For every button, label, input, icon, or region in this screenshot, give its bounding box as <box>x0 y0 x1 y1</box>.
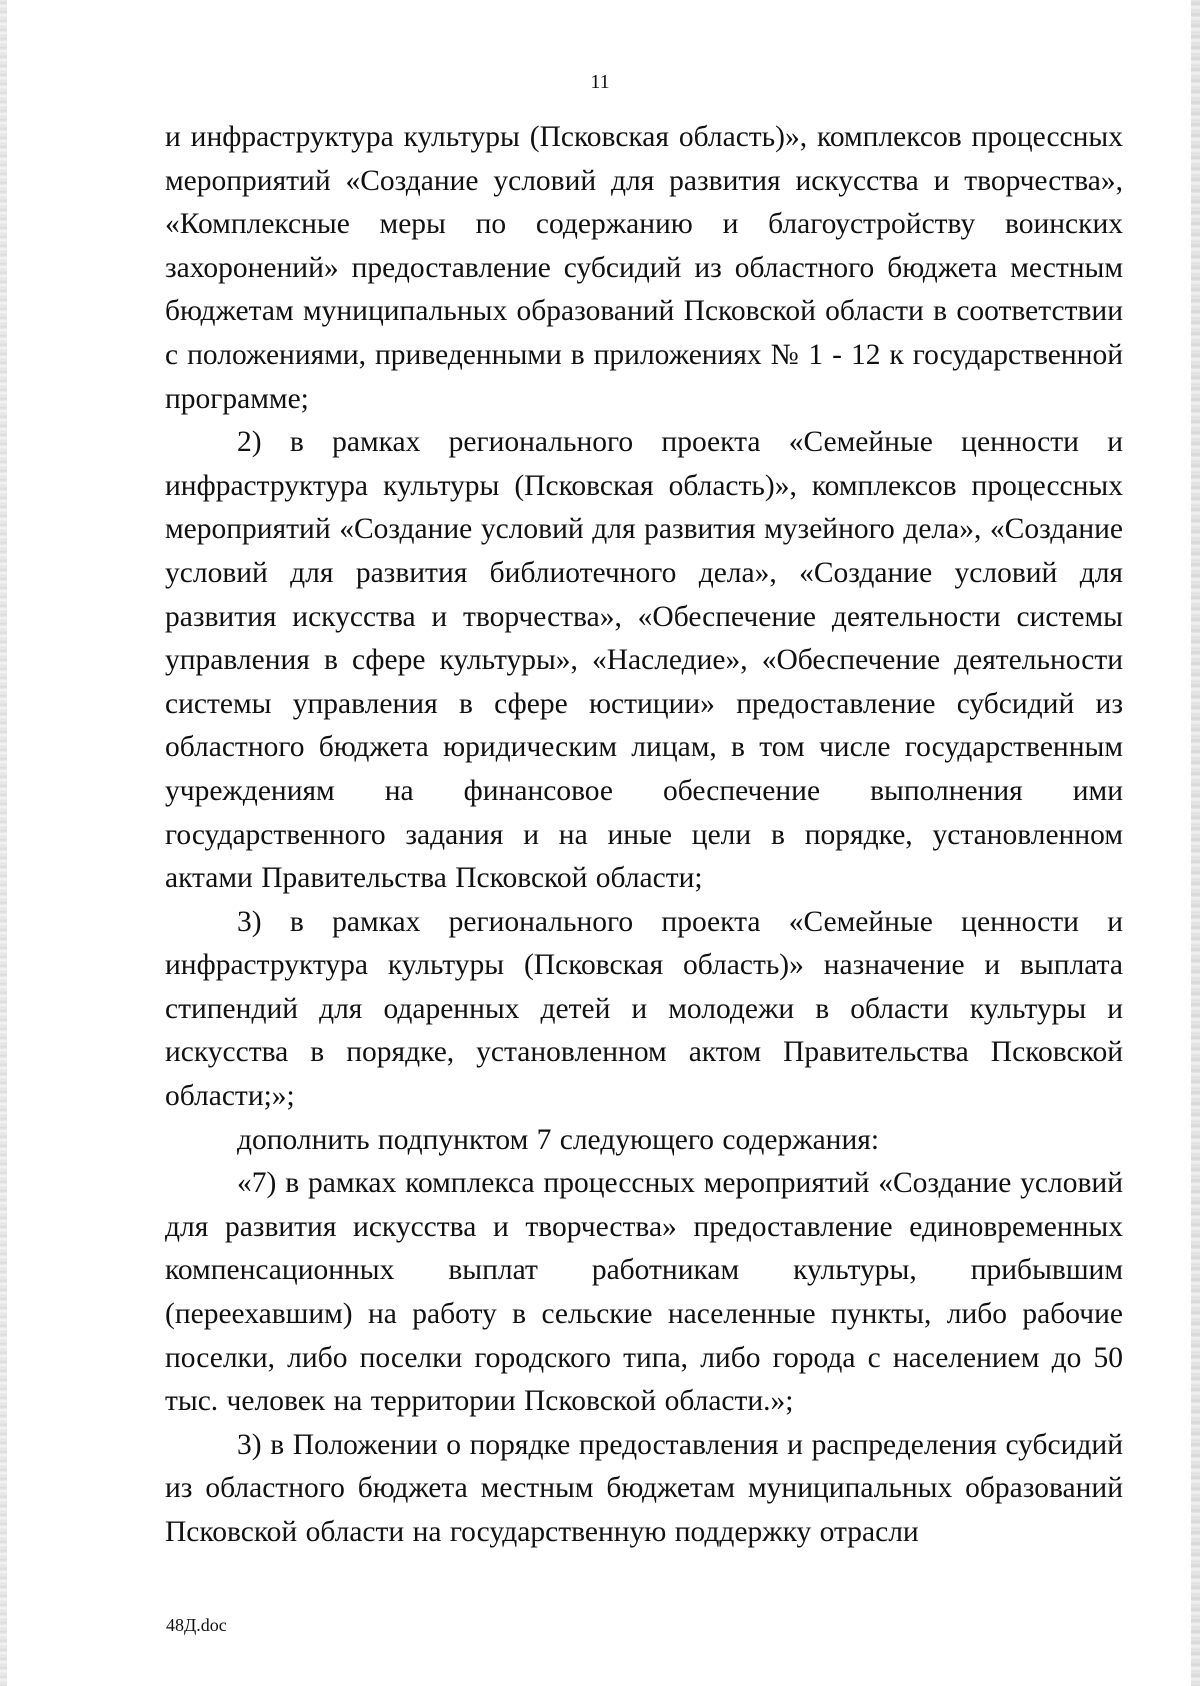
paragraph-item-7: «7) в рамках комплекса процессных мероприятий «Создание условий для развития искусства и творчества» предоставление единовременных компенсационных выплат работникам культуры, прибывшим (переехавшим) на работу в сельские населенные пункты, либо рабочие поселки, либо поселки городского типа, либо города с населением до 50 тыс. человек на территории Псковской области.»; <box>165 1167 1123 1418</box>
page-number: 11 <box>590 71 610 93</box>
scan-edge-right <box>1191 0 1200 1686</box>
document-file-code: 48Д.doc <box>166 1615 227 1635</box>
paragraph-amendment-intro: дополнить подпунктом 7 следующего содержания: <box>237 1123 880 1156</box>
scan-edge-left <box>0 0 7 1686</box>
paragraph-item-3: 3) в рамках регионального проекта «Семейные ценности и инфраструктура культуры (Псковская область)» назначение и выплата стипендий для одаренных детей и молодежи в области культуры и искусства в порядке, установленном актом Правительства Псковской области;»; <box>165 905 1123 1113</box>
paragraph-item-3-regulation: 3) в Положении о порядке предоставления и распределения субсидий из областного бюджета местным бюджетам муниципальных образований Псковской области на государственную поддержку отрасли <box>165 1428 1123 1548</box>
document-body <box>165 116 1123 1555</box>
paragraph-item-2: 2) в рамках регионального проекта «Семейные ценности и инфраструктура культуры (Псковская область)», комплексов процессных мероприятий «Создание условий для развития музейного дела», «Создание условий для развития библиотечного дела», «Создание условий для развития искусства и творчества», «Обеспечение деятельности системы управления в сфере культуры», «Наследие», «Обеспечение деятельности системы управления в сфере юстиции» предоставление субсидий из областного бюджета юридическим лицам, в том числе государственным учреждениям на финансовое обеспечение выполнения ими государственного задания и на иные цели в порядке, установленном актами Правительства Псковской области; <box>165 426 1123 895</box>
paragraph-continuation: и инфраструктура культуры (Псковская область)», комплексов процессных мероприятий «Создание условий для развития искусства и творчества», «Комплексные меры по содержанию и благоустройству воинских захоронений» предоставление субсидий из областного бюджета местным бюджетам муниципальных образований Псковской области в соответствии с положениями, приведенными в приложениях № 1 - 12 к государственной программе; <box>165 121 1123 415</box>
